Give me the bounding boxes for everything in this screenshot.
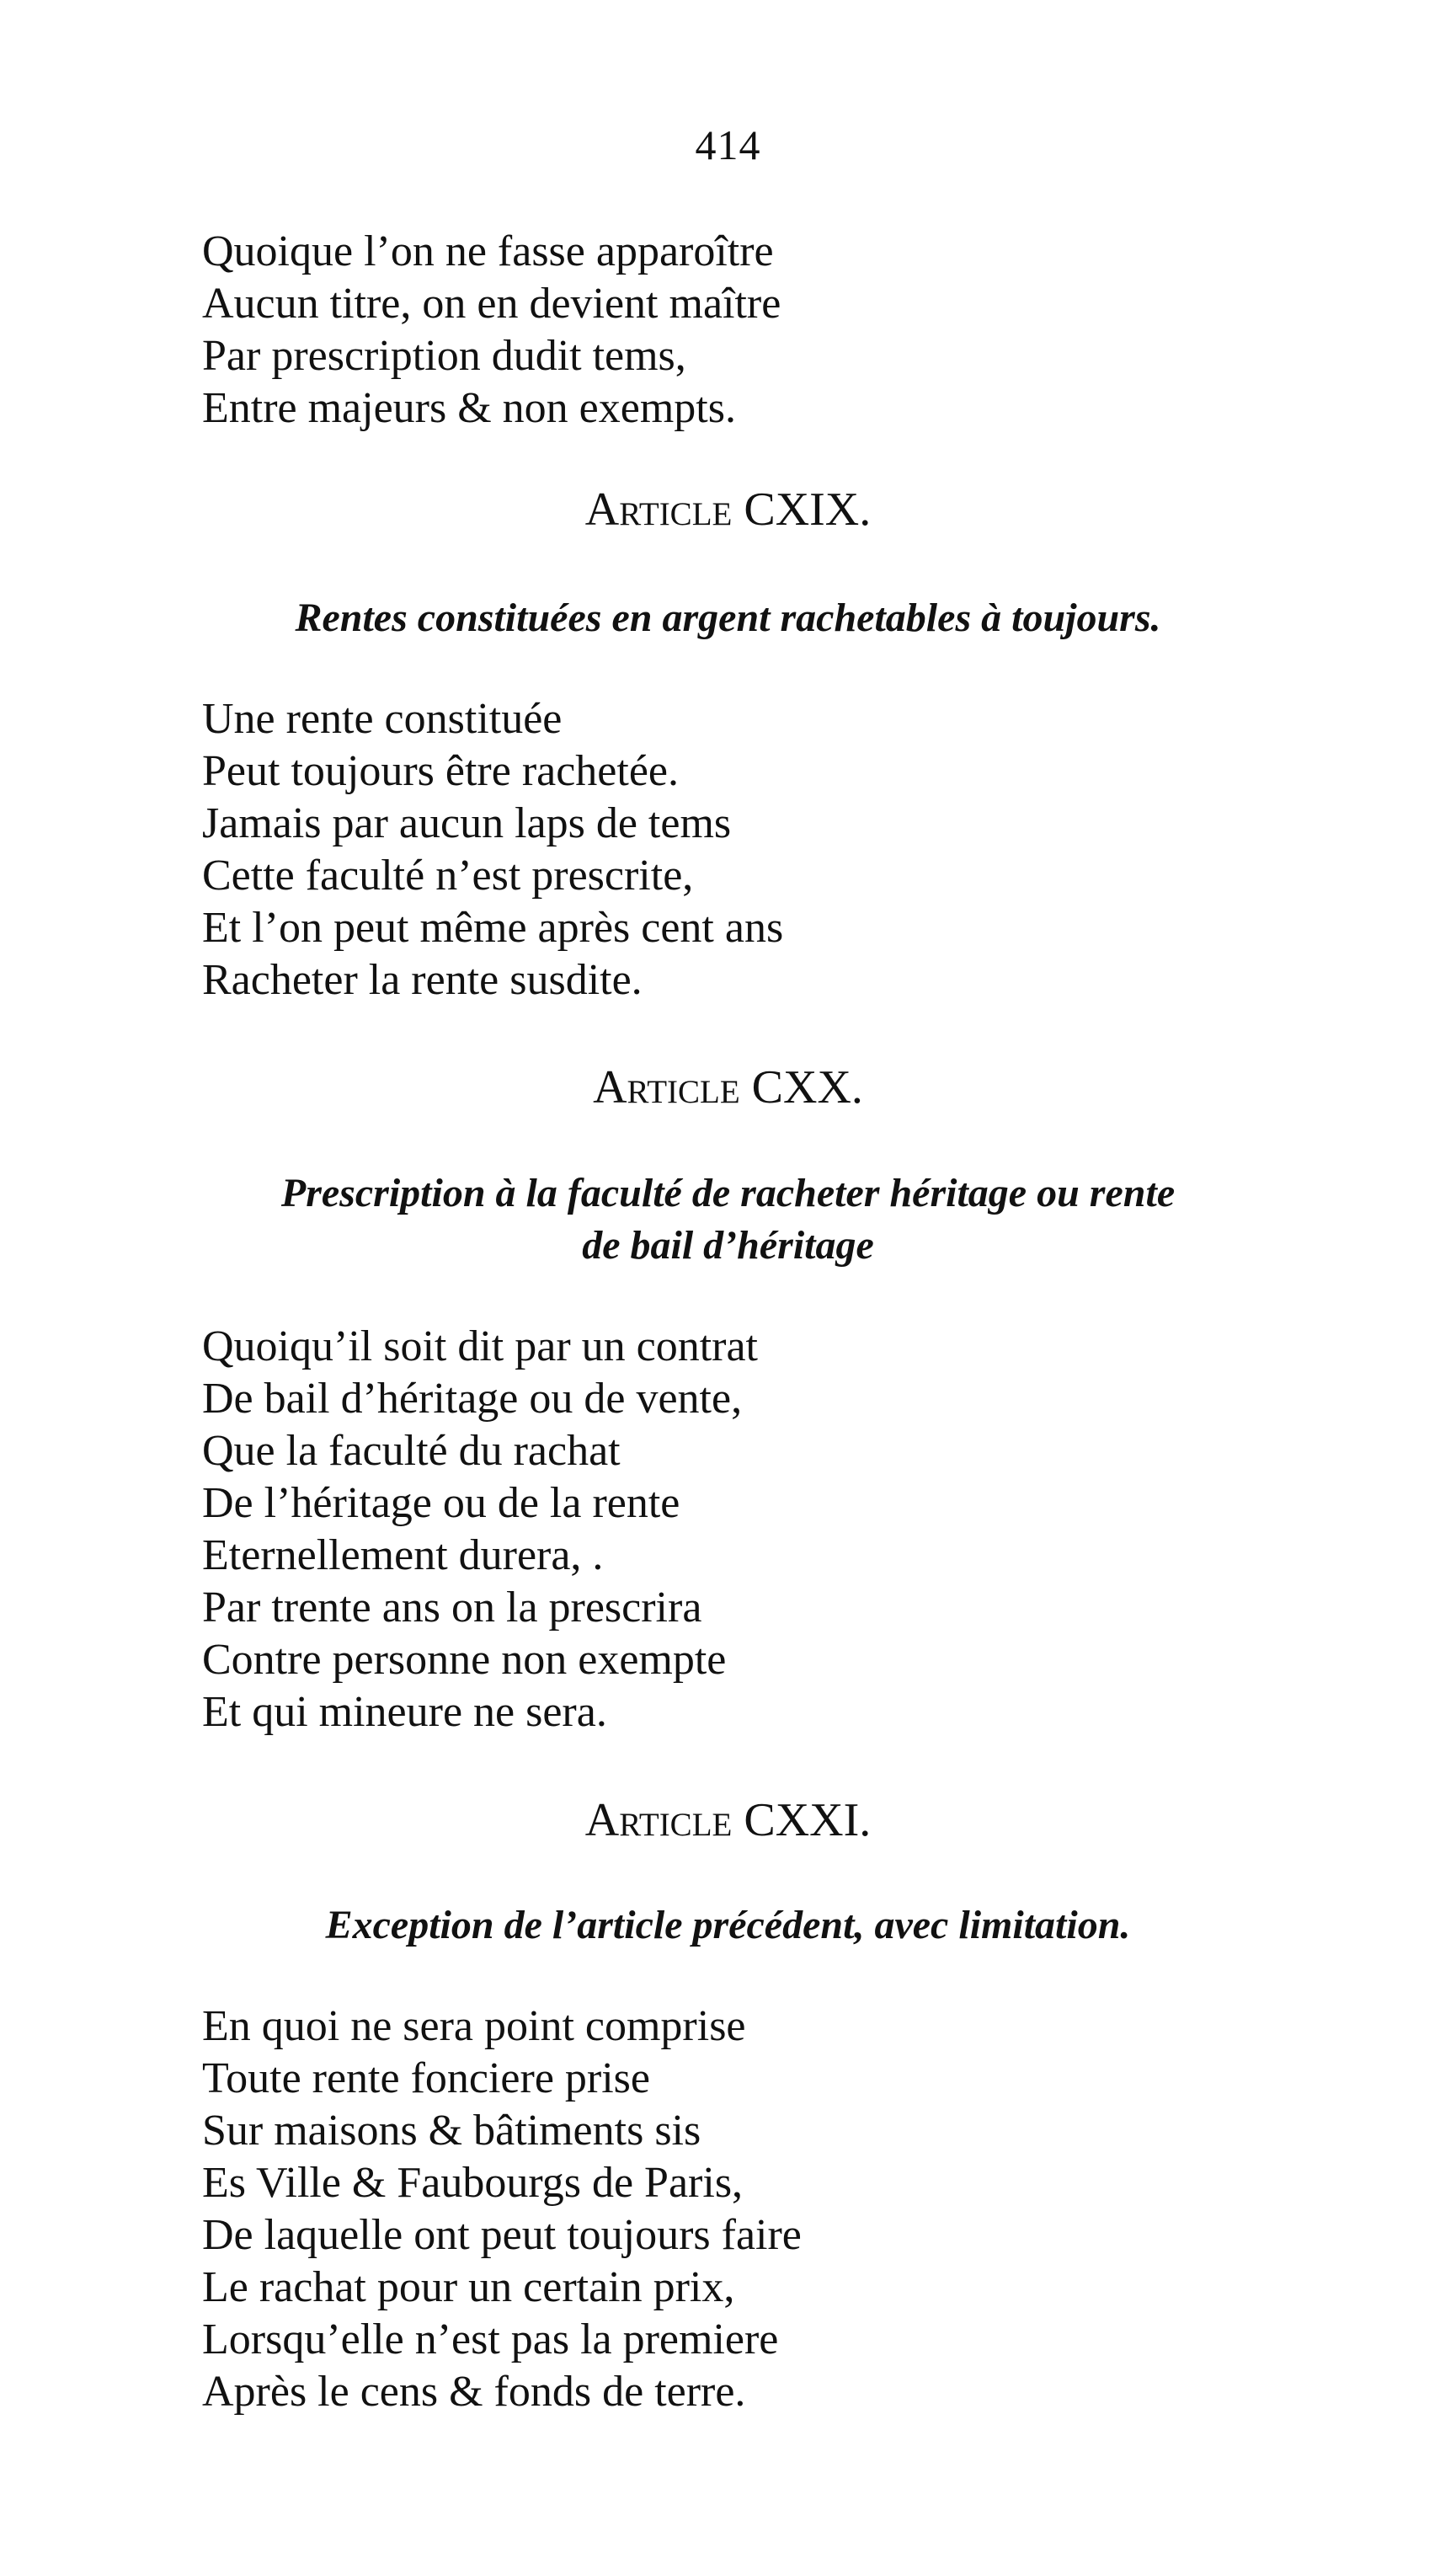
verse-line: Jamais par aucun laps de tems — [202, 799, 732, 847]
verse-line: Que la faculté du rachat — [202, 1427, 621, 1475]
subtitle-line: de bail d’héritage — [582, 1223, 874, 1268]
verse-line: Et l’on peut même après cent ans — [202, 904, 784, 952]
article-verse — [202, 1321, 758, 1738]
verse-line: De laquelle ont peut toujours faire — [202, 2211, 802, 2259]
article-heading-initial: A — [584, 1794, 620, 1846]
verse-line: Cette faculté n’est prescrite, — [202, 852, 694, 900]
verse-line: Par trente ans on la prescrira — [202, 1584, 702, 1632]
verse-line: Quoiqu’il soit dit par un contrat — [202, 1322, 759, 1370]
verse-line: Par prescription dudit tems, — [202, 332, 686, 380]
article-numeral: CXX. — [751, 1061, 863, 1114]
subtitle-line: Prescription à la faculté de racheter héritage ou rente — [280, 1171, 1176, 1215]
article-heading — [0, 1060, 1456, 1115]
verse-line: En quoi ne sera point comprise — [202, 2002, 746, 2050]
verse-line: De bail d’héritage ou de vente, — [202, 1375, 743, 1423]
verse-line: Après le cens & fonds de terre. — [202, 2368, 746, 2416]
verse-line: Entre majeurs & non exempts. — [202, 384, 736, 432]
article-heading-initial: A — [584, 483, 620, 536]
verse-line: Toute rente fonciere prise — [202, 2054, 650, 2102]
opening-stanza — [202, 226, 781, 435]
verse-line: Et qui mineure ne sera. — [202, 1688, 607, 1736]
verse-line: Es Ville & Faubourgs de Paris, — [202, 2159, 744, 2207]
page-number: 414 — [695, 121, 761, 168]
article-heading-word: rticle — [619, 1794, 733, 1846]
verse-line: Peut toujours être rachetée. — [202, 747, 679, 795]
verse-line: Aucun titre, on en devient maître — [202, 280, 781, 328]
article-verse — [202, 2000, 802, 2418]
article-heading — [0, 1792, 1456, 1848]
article-numeral: CXXI. — [744, 1794, 872, 1846]
article-verse — [202, 693, 783, 1007]
verse-line: Une rente constituée — [202, 695, 563, 743]
verse-line: Racheter la rente susdite. — [202, 956, 643, 1004]
article-subtitle — [0, 1899, 1456, 1952]
article-subtitle — [0, 592, 1456, 644]
verse-line: Eternellement durera, . — [202, 1531, 604, 1579]
article-heading — [0, 482, 1456, 537]
verse-line: Contre personne non exempte — [202, 1636, 727, 1684]
article-heading-word: rticle — [619, 483, 733, 536]
article-heading-word: rticle — [627, 1061, 740, 1114]
subtitle-line: Rentes constituées en argent rachetables à toujours. — [295, 596, 1161, 640]
verse-line: Sur maisons & bâtiments sis — [202, 2107, 701, 2155]
verse-line: De l’héritage ou de la rente — [202, 1479, 680, 1527]
article-subtitle — [0, 1167, 1456, 1272]
article-numeral: CXIX. — [744, 483, 872, 536]
verse-line: Le rachat pour un certain prix, — [202, 2263, 735, 2311]
verse-line: Quoique l’on ne fasse apparoître — [202, 227, 774, 275]
article-heading-initial: A — [593, 1061, 627, 1114]
verse-line: Lorsqu’elle n’est pas la premiere — [202, 2315, 779, 2363]
subtitle-line: Exception de l’article précédent, avec limitation. — [325, 1903, 1131, 1947]
